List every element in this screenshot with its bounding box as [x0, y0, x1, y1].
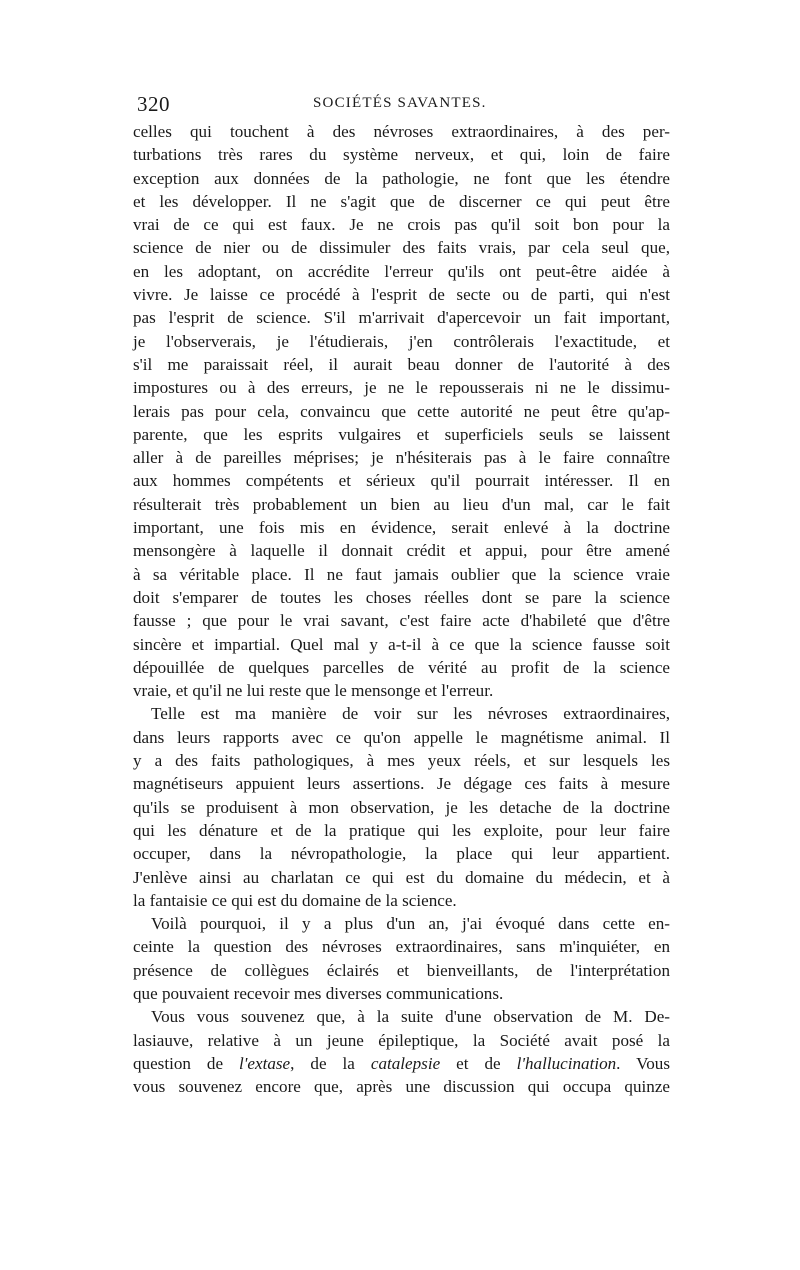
- text-line: vraie, et qu'il ne lui reste que le mensonge et l'erreur.: [133, 681, 494, 701]
- text-line: magnétiseurs appuient leurs assertions. Je dégage ces faits à mesure: [133, 774, 670, 794]
- text-line: dans leurs rapports avec ce qu'on appelle le magnétisme animal. Il: [133, 727, 670, 747]
- page-header: [137, 92, 670, 116]
- text-line: pas l'esprit de science. S'il m'arrivait d'apercevoir un fait important,: [133, 308, 670, 328]
- text-line: mensongère à laquelle il donnait crédit et appui, pour être amené: [133, 541, 670, 561]
- text-segment: . Vous: [616, 1053, 671, 1073]
- italic-term: catalepsie: [370, 1053, 441, 1073]
- text-line: je l'observerais, je l'étudierais, j'en contrôlerais l'exactitude, et: [133, 331, 670, 351]
- text-line: vivre. Je laisse ce procédé à l'esprit de secte ou de parti, qui n'est: [133, 285, 670, 305]
- text-line: sincère et impartial. Quel mal y a-t-il à ce que la science fausse soit: [133, 634, 670, 654]
- text-line: turbations très rares du système nerveux, et qui, loin de faire: [133, 145, 670, 165]
- text-line: [133, 1052, 670, 1075]
- running-head: SOCIÉTÉS SAVANTES.: [313, 95, 487, 111]
- text-line: Voilà pourquoi, il y a plus d'un an, j'ai évoqué dans cette en-: [151, 914, 670, 934]
- text-line: qui les dénature et de la pratique qui les exploite, pour leur faire: [133, 820, 670, 840]
- text-line: la fantaisie ce qui est du domaine de la science.: [133, 890, 457, 910]
- text-line: vous souvenez encore que, après une discussion qui occupa quinze: [133, 1077, 670, 1097]
- text-line: lerais pas pour cela, convaincu que cette autorité ne peut être qu'ap-: [133, 401, 670, 421]
- text-line: science de nier ou de dissimuler des faits vrais, par cela seul que,: [133, 238, 670, 258]
- text-line: important, une fois mis en évidence, serait enlevé à la doctrine: [133, 518, 670, 538]
- text-line: et les développer. Il ne s'agit que de discerner ce qui peut être: [133, 191, 670, 211]
- text-line: occuper, dans la névropathologie, la place qui leur appartient.: [133, 844, 670, 864]
- text-line: impostures ou à des erreurs, je ne le repousserais ni ne le dissimu-: [133, 378, 670, 398]
- text-line: aux hommes compétents et sérieux qu'il pourrait intéresser. Il en: [133, 471, 670, 491]
- body-text: [133, 120, 670, 1098]
- text-line: parente, que les esprits vulgaires et superficiels seuls se laissent: [133, 424, 670, 444]
- text-line: en les adoptant, on accrédite l'erreur qu'ils ont peut-être aidée à: [133, 261, 670, 281]
- text-line: Vous vous souvenez que, à la suite d'une observation de M. De-: [151, 1007, 670, 1027]
- text-line: lasiauve, relative à un jeune épileptique, la Société avait posé la: [133, 1030, 670, 1050]
- italic-term: l'extase: [239, 1053, 291, 1073]
- text-line: résulterait très probablement un bien au lieu d'un mal, car le fait: [133, 494, 670, 514]
- text-segment: et de: [440, 1053, 517, 1073]
- text-segment: , de la: [290, 1053, 371, 1073]
- text-line: s'il me paraissait réel, il aurait beau donner de l'autorité à des: [133, 354, 670, 374]
- text-line: ceinte la question des névroses extraordinaires, sans m'inquiéter, en: [133, 937, 670, 957]
- text-line: J'enlève ainsi au charlatan ce qui est du domaine du médecin, et à: [133, 867, 670, 887]
- text-line: dépouillée de quelques parcelles de vérité au profit de la science: [133, 657, 670, 677]
- text-line: doit s'emparer de toutes les choses réelles dont se pare la science: [133, 587, 670, 607]
- text-line: que pouvaient recevoir mes diverses communications.: [133, 983, 504, 1003]
- text-line: à sa véritable place. Il ne faut jamais oublier que la science vraie: [133, 564, 670, 584]
- text-line: fausse ; que pour le vrai savant, c'est faire acte d'habileté que d'être: [133, 611, 670, 631]
- text-line: exception aux données de la pathologie, ne font que les étendre: [133, 168, 670, 188]
- text-line: y a des faits pathologiques, à mes yeux réels, et sur lesquels les: [133, 751, 670, 771]
- text-line: présence de collègues éclairés et bienveillants, de l'interprétation: [133, 960, 670, 980]
- text-line: qu'ils se produisent à mon observation, je les detache de la doctrine: [133, 797, 670, 817]
- italic-term: l'hallucination: [516, 1053, 617, 1073]
- text-line: Telle est ma manière de voir sur les névroses extraordinaires,: [151, 704, 670, 724]
- text-line: celles qui touchent à des névroses extraordinaires, à des per-: [133, 122, 670, 141]
- text-line: aller à de pareilles méprises; je n'hésiterais pas à le faire connaître: [133, 448, 670, 468]
- page-number: 320: [137, 92, 170, 116]
- text-segment: question de: [133, 1053, 240, 1073]
- text-line: vrai de ce qui est faux. Je ne crois pas qu'il soit bon pour la: [133, 215, 670, 235]
